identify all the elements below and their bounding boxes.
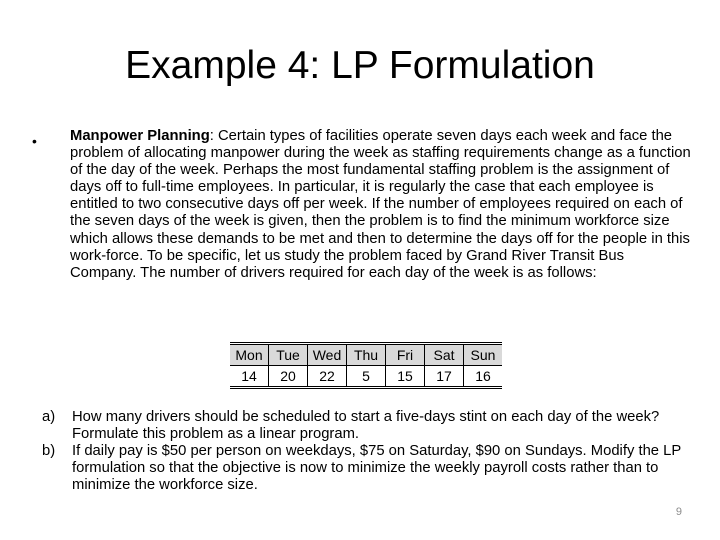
drivers-row	[230, 366, 502, 388]
drivers-table	[230, 342, 502, 389]
drivers-cell: 5	[347, 366, 386, 388]
question-text: If daily pay is $50 per person on weekdays, $75 on Saturday, $90 on Sundays. Modify the LP formulation so that the objective is now to minimize the weekly payroll costs rather than to minimize the workforce size.	[72, 443, 681, 494]
page-number: 9	[675, 506, 682, 518]
question-text: How many drivers should be scheduled to start a five-days stint on each day of the week? Formulate this problem as a linear program.	[72, 409, 660, 443]
day-cell: Sat	[425, 344, 464, 366]
drivers-cell: 14	[241, 368, 257, 384]
days-row	[230, 344, 502, 366]
day-cell: Tue	[269, 344, 308, 366]
day-cell: Wed	[308, 344, 347, 366]
day-cell: Sun	[464, 344, 503, 366]
day-cell: Thu	[347, 344, 386, 366]
bullet-marker: •	[32, 133, 37, 149]
day-cell: Fri	[386, 344, 425, 366]
drivers-cell: 17	[425, 366, 464, 388]
drivers-cell: 20	[269, 366, 308, 388]
paragraph-lead: Manpower Planning	[70, 128, 210, 144]
question-item	[42, 443, 692, 494]
question-marker: a)	[42, 409, 56, 425]
day-cell: Mon	[230, 344, 269, 366]
question-list	[42, 409, 692, 494]
question-marker: b)	[42, 443, 56, 460]
drivers-table-container	[230, 342, 502, 389]
slide-title: Example 4: LP Formulation	[125, 44, 595, 87]
problem-paragraph	[70, 128, 692, 282]
drivers-cell: 15	[386, 366, 425, 388]
paragraph-body: : Certain types of facilities operate seven days each week and face the problem of allocating manpower during the week as staffing requirements change as a function of the day of the week. Perhaps the most fundamental staffing problem is the assignment of days off to full-time employees. In particular, it is regularly the case that each employee is entitled to two consecutive days off per week. If the number of employees required on each of the seven days of the week is given, then the problem is to find the minimum workforce size which allows these demands to be met and then to determine the days off for the people in this work-force. To be specific, let us study the problem faced by Grand River Transit Bus Company. The number of drivers required for each day of the week is as follows:	[70, 128, 691, 281]
drivers-cell: 22	[308, 366, 347, 388]
question-item	[42, 409, 692, 443]
drivers-cell: 16	[464, 366, 503, 388]
